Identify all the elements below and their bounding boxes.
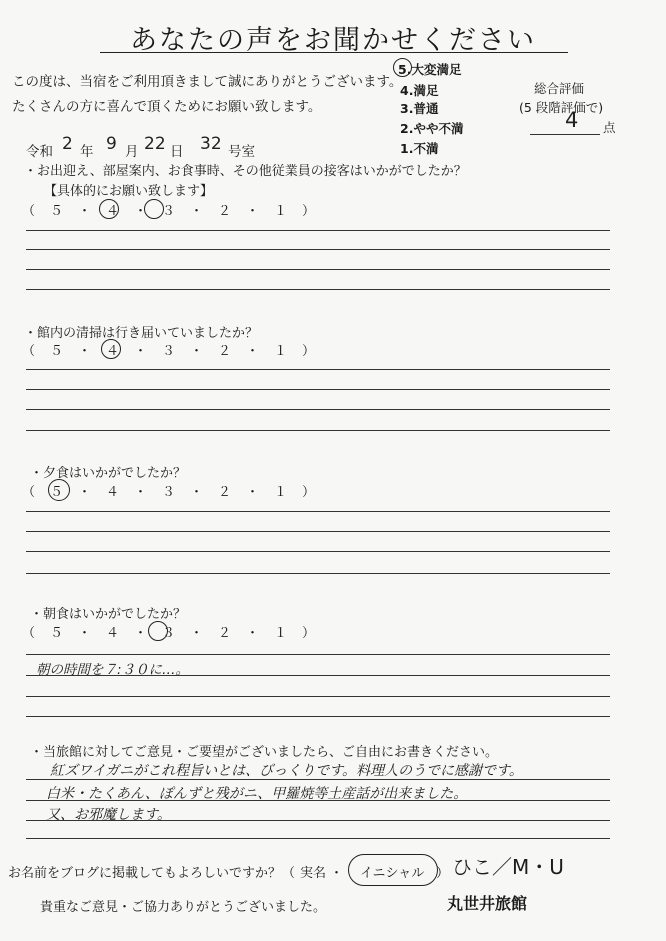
- answer-line: [26, 289, 610, 290]
- footer-thanks: 貴重なご意見・ご協力ありがとうございました。: [40, 900, 327, 915]
- scale-item-3: 3.普通: [400, 101, 439, 116]
- answer-line: [26, 838, 610, 839]
- answer-line: [26, 269, 610, 270]
- free-comment-line-3: 又、お邪魔します。: [46, 807, 171, 823]
- answer-line: [26, 531, 610, 532]
- free-comment-line-2: 白米・たくあん、ぽんずと残がニ、甲羅焼等土産話が出来ました。: [46, 786, 468, 802]
- answer-line: [26, 675, 610, 676]
- rating-circle-4: [99, 199, 119, 219]
- blog-close-paren: ）: [436, 866, 450, 881]
- stay-day-unit: 日: [170, 144, 184, 160]
- answer-line: [26, 573, 610, 574]
- scale-item-2: 2.やや不満: [400, 121, 464, 136]
- answer-line: [26, 551, 610, 552]
- overall-label: 総合評価: [534, 81, 585, 96]
- answer-line: [26, 389, 610, 390]
- answer-line: [26, 696, 610, 697]
- overall-underline: [530, 134, 600, 135]
- rating-circle-3: [148, 621, 168, 641]
- intro-line-1: この度は、当宿をご利用頂きまして誠にありがとうございます。: [12, 74, 403, 90]
- rating-circle-3: [144, 199, 164, 219]
- inn-name: 丸世井旅館: [447, 894, 528, 913]
- title-underline: [100, 52, 568, 53]
- question-note: 【具体的にお願い致します】: [44, 184, 214, 199]
- answer-handwriting: 朝の時間を７:３０に…。: [36, 662, 190, 678]
- answer-line: [26, 820, 610, 821]
- blog-open-paren: （: [282, 866, 296, 881]
- stay-room-unit: 号室: [228, 144, 255, 160]
- scale-item-4: 4.満足: [400, 83, 439, 98]
- stay-year: 2: [62, 134, 73, 154]
- blog-option-real-name: 実名: [300, 866, 327, 881]
- answer-line: [26, 430, 610, 431]
- stay-day: 22: [144, 134, 166, 154]
- rating-scale: （ ５ ・ ４ ・ ３ ・ ２ ・ １ ）: [22, 204, 317, 219]
- rating-circle-5: [48, 479, 70, 501]
- question-text: ・朝食はいかがでしたか？: [30, 607, 187, 622]
- answer-line: [26, 716, 610, 717]
- rating-scale: （ ５ ・ ４ ・ ３ ・ ２ ・ １ ）: [22, 344, 317, 359]
- stay-room: 32: [200, 134, 222, 154]
- page-title: あなたの声をお聞かせください: [130, 25, 536, 56]
- rating-scale: （ ５ ・ ４ ・ ３ ・ ２ ・ １ ）: [22, 485, 317, 500]
- question-text: ・お出迎え、部屋案内、お食事時、その他従業員の接客はいかがでしたか？: [24, 164, 467, 179]
- answer-line: [26, 369, 610, 370]
- rating-circle-4: [101, 339, 121, 359]
- answer-line: [26, 409, 610, 410]
- rating-scale: （ ５ ・ ４ ・ ３ ・ ２ ・ １ ）: [22, 626, 317, 641]
- intro-line-2: たくさんの方に喜んで頂くためにお願い致します。: [12, 99, 322, 115]
- scale-item-5: 5.大変満足: [398, 62, 462, 77]
- stay-year-unit: 年: [80, 144, 94, 160]
- overall-value: 4: [565, 108, 579, 132]
- blog-option-initial: イニシャル: [360, 866, 425, 881]
- blog-question: お名前をブログに掲載してもよろしいですか？: [8, 866, 282, 881]
- free-comment-prompt: ・当旅館に対してご意見・ご要望がございましたら、ご自由にお書きください。: [30, 745, 499, 760]
- free-comment-line-1: 紅ズワイガニがこれ程旨いとは、びっくりです。料理人のうでに感謝です。: [50, 763, 523, 779]
- answer-line: [26, 779, 610, 780]
- answer-line: [26, 230, 610, 231]
- answer-line: [26, 800, 610, 801]
- stay-month-unit: 月: [125, 144, 139, 160]
- stay-month: 9: [106, 134, 117, 154]
- overall-unit: 点: [603, 120, 616, 135]
- question-text: ・館内の清掃は行き届いていましたか？: [24, 326, 259, 341]
- answer-line: [26, 511, 610, 512]
- scale-item-1: 1.不満: [400, 141, 439, 156]
- answer-line: [26, 249, 610, 250]
- question-text: ・夕食はいかがでしたか？: [30, 466, 187, 481]
- overall-sub: (5 段階評価で): [519, 100, 604, 115]
- answer-line: [26, 654, 610, 655]
- scale-selected-circle: [393, 58, 412, 77]
- blog-signature: ひこ／M・U: [452, 855, 564, 879]
- stay-era: 令和: [26, 144, 53, 160]
